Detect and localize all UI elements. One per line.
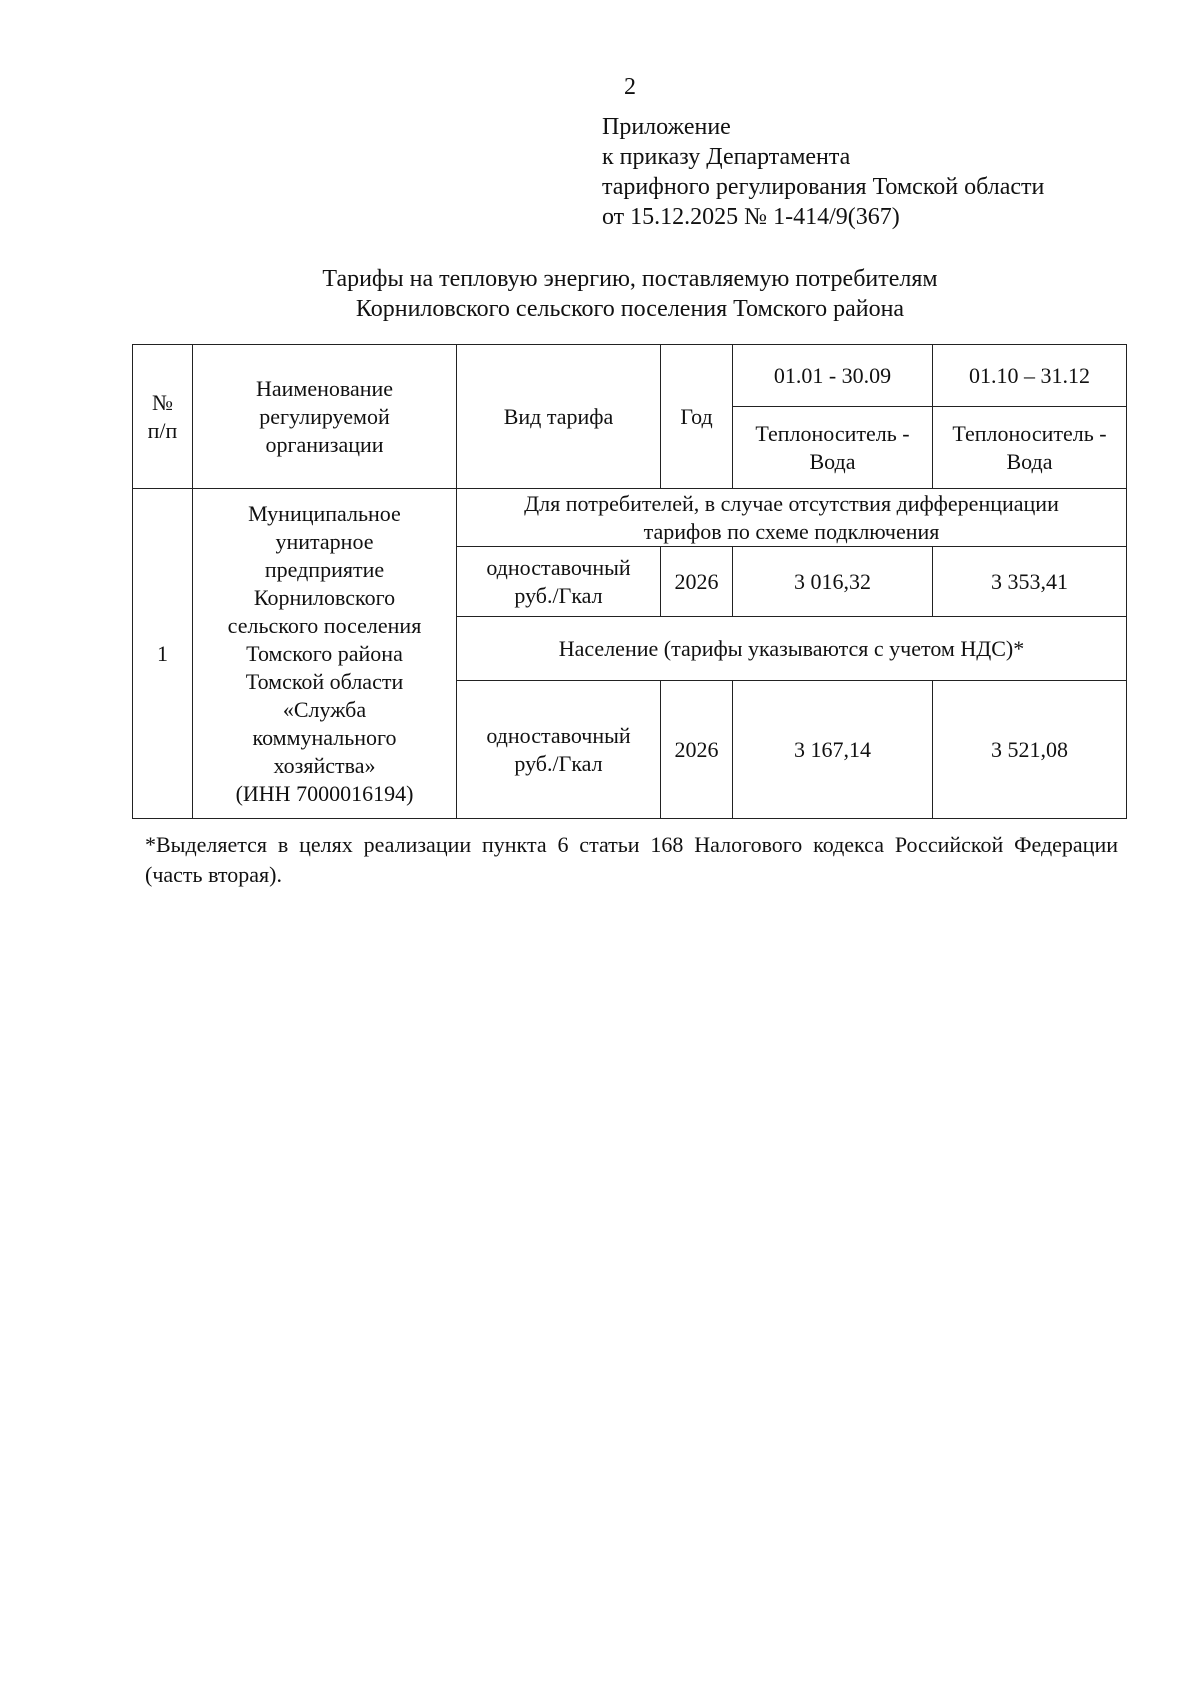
tariff-type-line: руб./Гкал xyxy=(514,582,603,608)
tariff-type-line: одноставочный xyxy=(486,554,631,580)
header-text: Наименование xyxy=(255,375,394,401)
header-row xyxy=(133,345,1127,407)
group-label-general xyxy=(457,489,1127,547)
appendix-line: к приказу Департамента xyxy=(602,144,851,170)
header-text: Вода xyxy=(1006,448,1053,474)
document-title xyxy=(0,264,1200,324)
tariff-value-period-2: 3 521,08 xyxy=(933,681,1127,819)
org-line: сельского поселения xyxy=(227,612,422,638)
group-label-line: тарифов по схеме подключения xyxy=(643,518,940,544)
title-line: Корниловского сельского поселения Томского района xyxy=(355,296,905,322)
year-cell: 2026 xyxy=(661,681,733,819)
header-period-2: 01.10 – 31.12 xyxy=(933,345,1127,407)
org-line: предприятие xyxy=(264,556,385,582)
header-text: № xyxy=(152,389,173,415)
org-line: Муниципальное xyxy=(248,500,401,526)
tariff-type-cell xyxy=(457,681,661,819)
header-tariff-type: Вид тарифа xyxy=(457,345,661,489)
page-number: 2 xyxy=(624,74,636,100)
tariff-value-period-2: 3 353,41 xyxy=(933,547,1127,617)
appendix-line: от 15.12.2025 № 1-414/9(367) xyxy=(602,204,900,230)
footnote: *Выделяется в целях реализации пункта 6 статьи 168 Налогового кодекса Российской Федерации (часть вторая). xyxy=(145,832,1118,887)
appendix-header xyxy=(602,112,1044,232)
tariff-table xyxy=(132,344,1127,819)
header-number xyxy=(133,345,193,489)
appendix-line: тарифного регулирования Томской области xyxy=(602,174,1045,200)
title-line: Тарифы на тепловую энергию, поставляемую потребителям xyxy=(322,266,938,292)
group-label-population: Население (тарифы указываются с учетом НДС)* xyxy=(457,617,1127,681)
tariff-type-line: руб./Гкал xyxy=(514,750,603,776)
year-cell: 2026 xyxy=(661,547,733,617)
header-text: п/п xyxy=(147,417,178,443)
org-line: хозяйства» xyxy=(273,752,376,778)
header-text: Вода xyxy=(809,448,856,474)
org-line: Томского района xyxy=(246,640,403,666)
org-line: Корниловского xyxy=(253,584,396,610)
organization-name xyxy=(193,489,457,819)
org-line: «Служба xyxy=(282,696,367,722)
tariff-value-period-1: 3 016,32 xyxy=(733,547,933,617)
tariff-type-cell xyxy=(457,547,661,617)
org-line: коммунального xyxy=(252,724,397,750)
header-text: организации xyxy=(265,431,384,457)
header-period-1: 01.01 - 30.09 xyxy=(733,345,933,407)
tariff-value-period-1: 3 167,14 xyxy=(733,681,933,819)
row-number: 1 xyxy=(133,489,193,819)
header-text: регулируемой xyxy=(259,403,390,429)
header-organization xyxy=(193,345,457,489)
appendix-line: Приложение xyxy=(602,114,731,140)
header-text: Теплоноситель - xyxy=(952,420,1107,446)
table-row xyxy=(133,489,1127,547)
org-line: (ИНН 7000016194) xyxy=(235,780,414,806)
header-carrier-2 xyxy=(933,407,1127,489)
header-text: Теплоноситель - xyxy=(755,420,910,446)
header-carrier-1 xyxy=(733,407,933,489)
tariff-type-line: одноставочный xyxy=(486,722,631,748)
org-line: Томской области xyxy=(245,668,404,694)
header-year: Год xyxy=(661,345,733,489)
org-line: унитарное xyxy=(275,528,374,554)
group-label-line: Для потребителей, в случае отсутствия дифференциации xyxy=(524,490,1059,516)
